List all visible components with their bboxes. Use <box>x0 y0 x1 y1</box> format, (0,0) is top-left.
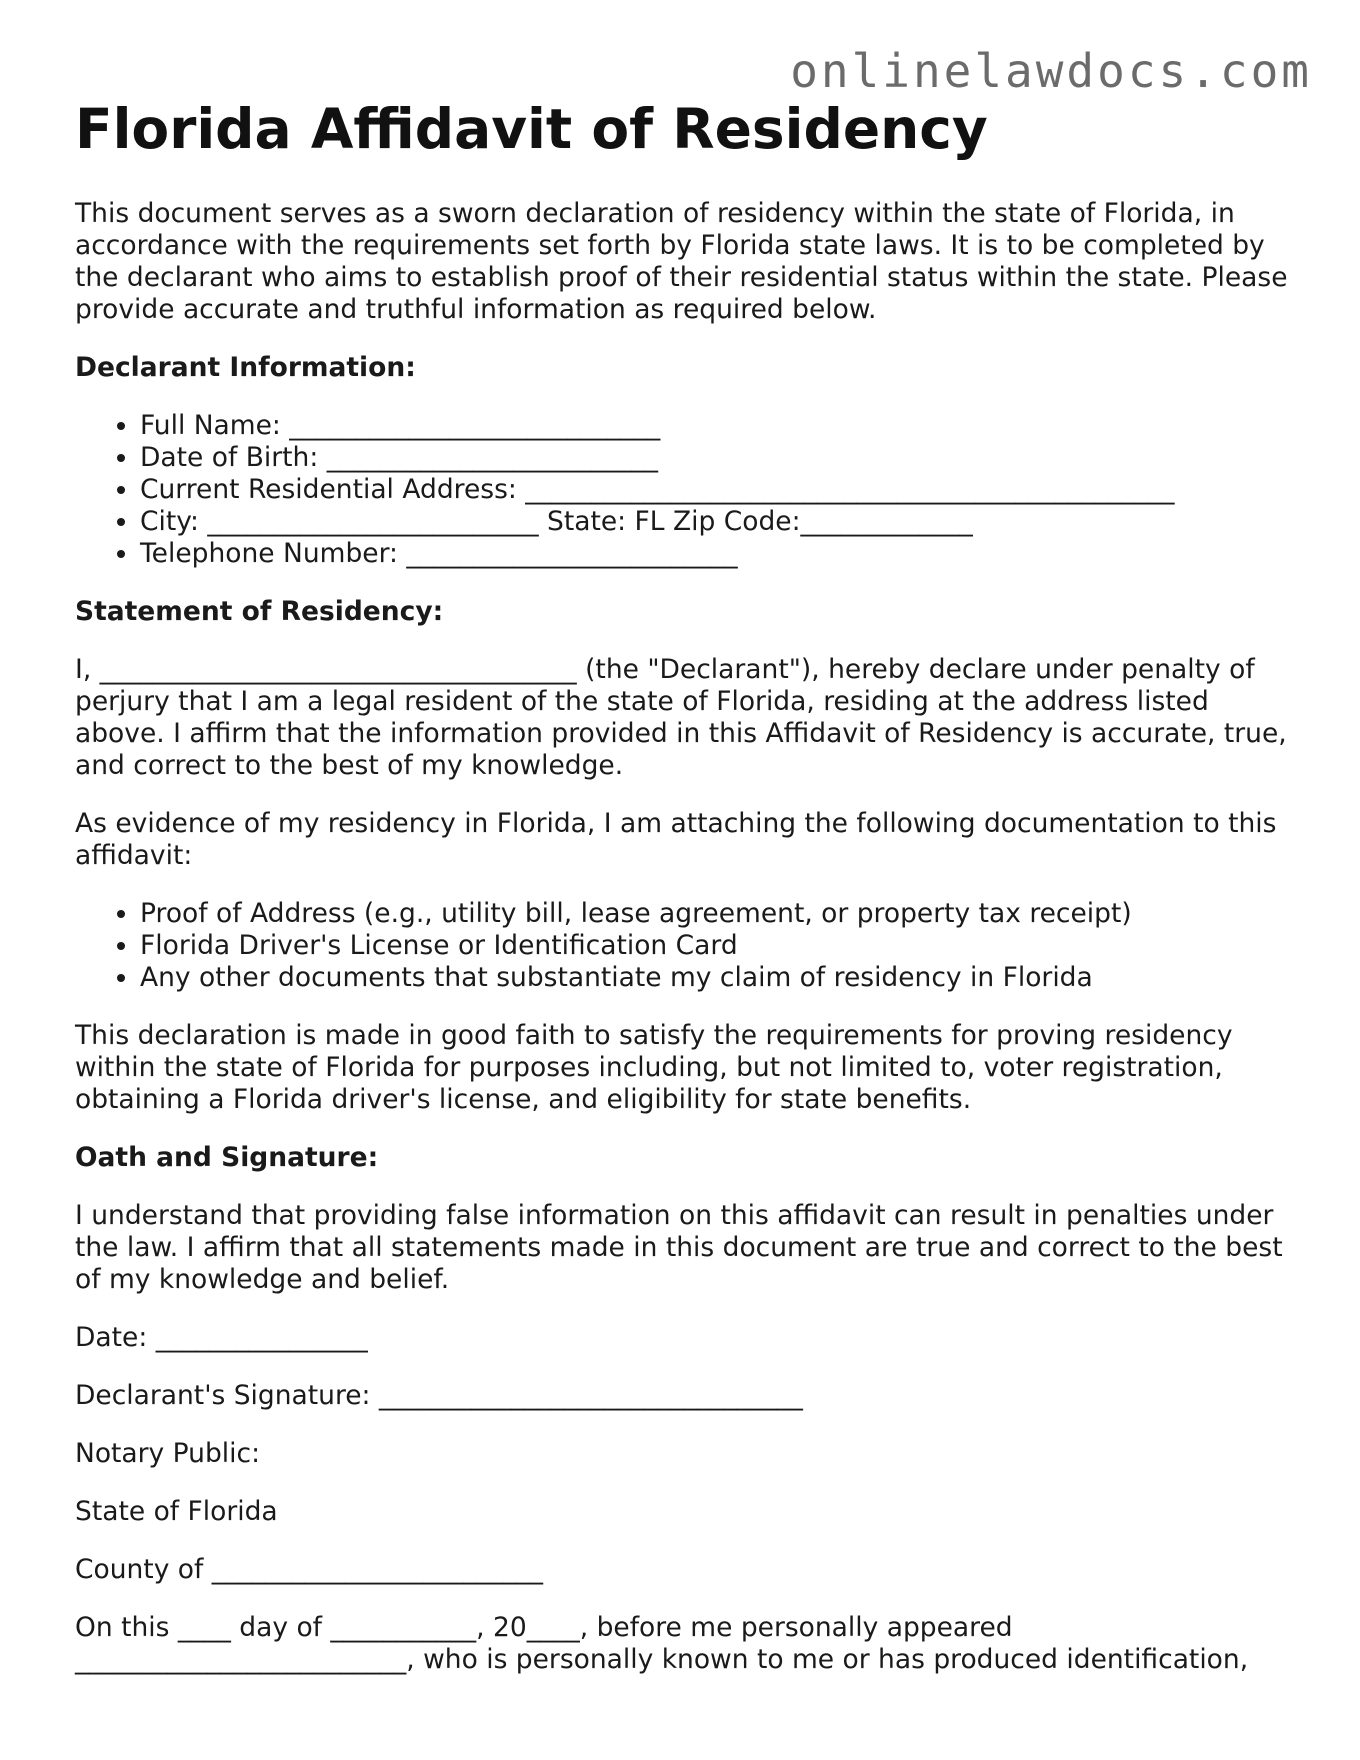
telephone-field: • Telephone Number: _________________________ <box>140 538 1295 570</box>
county-line: County of _________________________ <box>75 1554 544 1585</box>
city-state-zip-field: • City: _________________________ State: FL Zip Code:_____________ <box>140 506 1295 538</box>
watermark-logo: onlinelawdocs.com <box>790 44 1312 98</box>
signature-line: Declarant's Signature: ________________________________ <box>75 1380 803 1411</box>
document-item-drivers-license: • Florida Driver's License or Identification Card <box>140 930 1295 962</box>
evidence-paragraph: As evidence of my residency in Florida, I am attaching the following documentation to this affidavit: <box>75 808 1277 871</box>
statement-heading: Statement of Residency: <box>75 596 444 627</box>
declaration-paragraph: I, ____________________________________ (the "Declarant"), hereby declare under penalty of perjury that I am a legal resident of the state of Florida, residing at the address listed above. I affirm that the information provided in this Affidavit of Residency is accurate, true, and correct to the best of my knowledge. <box>75 654 1287 781</box>
document-item-other: • Any other documents that substantiate my claim of residency in Florida <box>140 962 1295 994</box>
residential-address-field: • Current Residential Address: _________________________________________________ <box>140 474 1295 506</box>
state-line: State of Florida <box>75 1496 278 1527</box>
document-page <box>75 92 1295 1702</box>
document-title: Florida Affidavit of Residency <box>75 97 988 161</box>
intro-paragraph: This document serves as a sworn declaration of residency within the state of Florida, in accordance with the requirements set forth by Florida state laws. It is to be completed by the declarant who aims to establish proof of their residential status within the state. Please provide accurate and truthful information as required below. <box>75 198 1288 325</box>
documents-list <box>75 898 1295 994</box>
oath-heading: Oath and Signature: <box>75 1142 379 1173</box>
good-faith-paragraph: This declaration is made in good faith to satisfy the requirements for proving residency within the state of Florida for purposes including, but not limited to, voter registration, obtaining a Florida driver's license, and eligibility for state benefits. <box>75 1020 1233 1115</box>
date-of-birth-field: • Date of Birth: _________________________ <box>140 442 1295 474</box>
appearance-paragraph: On this ____ day of ___________, 20____, before me personally appeared _________________________, who is personally known to me or has produced identification, <box>75 1612 1249 1675</box>
declarant-fields-list <box>75 410 1295 570</box>
notary-label: Notary Public: <box>75 1438 261 1469</box>
declarant-info-heading: Declarant Information: <box>75 352 416 383</box>
oath-paragraph: I understand that providing false information on this affidavit can result in penalties under the law. I affirm that all statements made in this document are true and correct to the best of my knowledge and belief. <box>75 1200 1283 1295</box>
document-item-proof-of-address: • Proof of Address (e.g., utility bill, lease agreement, or property tax receipt) <box>140 898 1295 930</box>
date-line: Date: ________________ <box>75 1322 368 1353</box>
full-name-field: • Full Name: ____________________________ <box>140 410 1295 442</box>
